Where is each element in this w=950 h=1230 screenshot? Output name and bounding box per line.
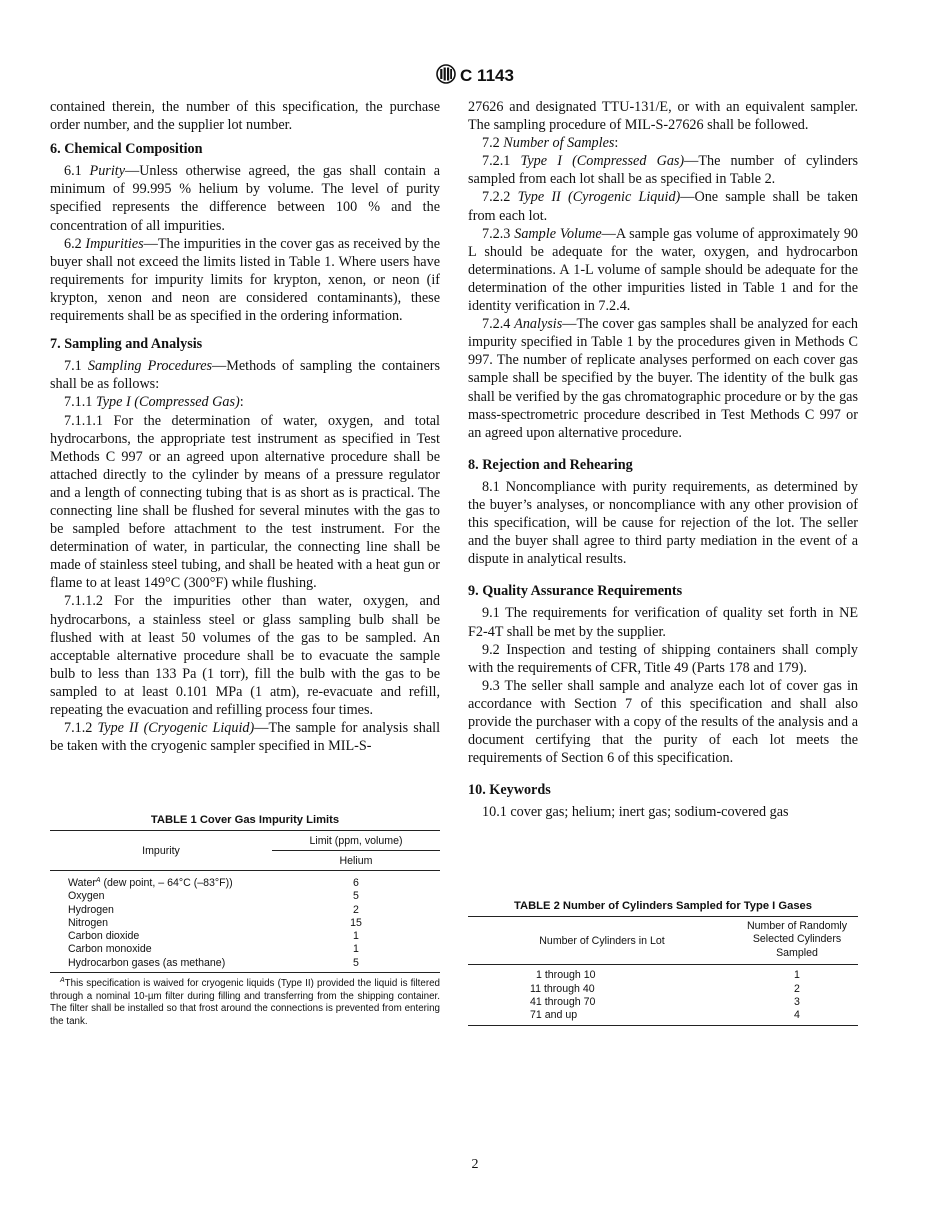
intro-paragraph: contained therein, the number of this specification, the purchase order number, and the supplier lot number. bbox=[50, 99, 440, 134]
para-number: 6.1 bbox=[64, 163, 82, 180]
left-column bbox=[50, 98, 440, 755]
table-cell-impurity: Hydrogen bbox=[68, 903, 114, 916]
table-1 bbox=[50, 814, 440, 1028]
table-1-header-impurity: Impurity bbox=[50, 831, 272, 871]
table-cell-lot: 71 and up bbox=[530, 1009, 578, 1022]
table-row bbox=[50, 943, 440, 956]
table-cell-impurity: Carbon monoxide bbox=[68, 943, 152, 956]
para-number: 7.2.2 bbox=[482, 189, 511, 206]
paragraph-7-2-2 bbox=[468, 188, 858, 224]
table-cell-count: 4 bbox=[794, 1009, 800, 1022]
paragraph-7-1-1-1: 7.1.1.1 For the determination of water, oxygen, and total hydrocarbons, the appropriate test instrument as specified in Test Methods C 997 or an agreed upon alternative procedure shall be attached directly to the cylinder by means of a pressure regulator and a length of connecting tubing that is as short as is practical. The connecting line shall be flushed for several minutes with the gas to be sampled before attachment to the test instrument. For the determination of water, in particular, the connecting line shall be made of stainless steel tubing, and shall be heated with a heat gun or flame to at least 149°C (300°F) while flushing. bbox=[50, 412, 440, 592]
paragraph-9-2: 9.2 Inspection and testing of shipping containers shall comply with the requirements of CFR, Title 49 (Parts 178 and 179). bbox=[468, 641, 858, 676]
para-text: —Unless otherwise agreed, the gas shall contain a minimum of 99.995 % helium by volume. The level of purity specified represents the difference between 100 % and the concentration of all impurities. bbox=[50, 163, 440, 234]
para-text: —One sample shall be taken from each lot. bbox=[468, 189, 859, 224]
para-text: —Methods of sampling the containers shall be as follows: bbox=[50, 358, 441, 393]
table-1-header-helium: Helium bbox=[272, 851, 440, 871]
table-cell-count: 2 bbox=[794, 982, 800, 995]
para-text: —The sample for analysis shall be taken with the cryogenic sampler specified in MIL-S- bbox=[50, 720, 441, 755]
para-title: Type I (Compressed Gas) bbox=[95, 394, 240, 411]
table-cell-value: 2 bbox=[353, 903, 359, 916]
right-column bbox=[468, 98, 858, 821]
table-cell-impurity: Oxygen bbox=[68, 890, 105, 903]
header-line: Sampled bbox=[776, 946, 818, 959]
para-number: 7.1 bbox=[64, 358, 82, 375]
table-cell-impurity: Carbon dioxide bbox=[68, 930, 140, 943]
table-2-header-sampled bbox=[736, 917, 858, 965]
para-number: 6.2 bbox=[64, 235, 82, 252]
paragraph-10-1: 10.1 cover gas; helium; inert gas; sodium-covered gas bbox=[482, 804, 789, 821]
para-text: —The cover gas samples shall be analyzed for each impurity specified in Table 1 by the procedures given in Methods C 997. The number of replicate analyses performed on each cover gas sample shall be specified by the buyer. The identity of the bulk gas shall be verified by the gas chromatographic procedure or by the gas mass-spectrometric procedure described in Test Methods C 997 or an agreed upon alternative procedure. bbox=[468, 316, 859, 441]
table-cell-value: 15 bbox=[350, 916, 362, 929]
table-cell-value: 1 bbox=[353, 943, 359, 956]
section-10-heading: 10. Keywords bbox=[468, 782, 551, 799]
continued-paragraph: 27626 and designated TTU-131/E, or with an equivalent sampler. The sampling procedure of MIL-S-27626 shall be followed. bbox=[468, 99, 858, 134]
para-title: Type II (Cyrogenic Liquid) bbox=[517, 189, 681, 206]
table-row bbox=[50, 871, 440, 891]
para-title: Sample Volume bbox=[514, 225, 602, 242]
section-9-heading: 9. Quality Assurance Requirements bbox=[468, 583, 683, 600]
table-cell-impurity bbox=[50, 871, 272, 891]
para-title: Type I (Compressed Gas) bbox=[520, 153, 685, 170]
table-row bbox=[50, 890, 440, 903]
paragraph-7-1-1-2: 7.1.1.2 For the impurities other than water, oxygen, and hydrocarbons, a stainless steel or glass sampling bulb shall be flushed with at least 50 volumes of the gas to be sampled. An acceptable alternative procedure shall be to evacuate the sample bulb to less than 133 Pa (1 torr), fill the bulb with the gas to be sampled to at least 0.101 MPa (1 atm), re-evacuate and refill, repeating the evacuation and refilling process four times. bbox=[50, 593, 440, 718]
paragraph-6-2 bbox=[50, 235, 440, 325]
para-title: Type II (Cryogenic Liquid) bbox=[97, 720, 255, 737]
para-text: : bbox=[614, 135, 619, 152]
table-cell-impurity: Hydrocarbon gases (as methane) bbox=[68, 956, 226, 969]
footnote-mark: A bbox=[95, 877, 101, 884]
table-cell-count: 1 bbox=[794, 969, 800, 982]
impurity-detail: (dew point, – 64°C (–83°F)) bbox=[100, 877, 233, 889]
table-row bbox=[50, 930, 440, 943]
table-cell-value: 5 bbox=[353, 956, 359, 969]
impurity-name: Water bbox=[68, 877, 96, 889]
table-row bbox=[468, 1009, 858, 1025]
para-text: —A sample gas volume of approximately 90 L should be adequate for the water, oxygen, and hydrocarbon determinations. A 1-L volume of sample should be adequate for the determination of the other impurities listed in Table 1 and for the identity verification in 7.2.4. bbox=[468, 225, 859, 315]
section-7-heading: 7. Sampling and Analysis bbox=[50, 336, 203, 353]
header-line: Number of Randomly bbox=[746, 920, 848, 932]
table-row bbox=[468, 965, 858, 983]
para-number: 7.1.2 bbox=[64, 720, 93, 737]
table-1-grid bbox=[50, 830, 440, 973]
para-title: Analysis bbox=[514, 316, 563, 333]
table-cell-count: 3 bbox=[794, 996, 800, 1009]
table-row bbox=[50, 904, 440, 917]
para-number: 7.2 bbox=[482, 135, 500, 152]
page-number: 2 bbox=[471, 1157, 479, 1172]
para-text: —The number of cylinders sampled from each lot shall be as specified in Table 2. bbox=[468, 153, 859, 188]
table-cell-value: 1 bbox=[353, 930, 359, 943]
footnote-text: This specification is waived for cryogenic liquids (Type II) provided the liquid is filtered through a nominal 10-µm filter during filling and transferring from the shipping container. The filter shall be installed so that frost around the connections is prevented from entering the tank. bbox=[50, 978, 440, 1027]
table-2-title: TABLE 2 Number of Cylinders Sampled for Type I Gases bbox=[514, 900, 812, 912]
footnote-mark: A bbox=[60, 977, 65, 985]
paragraph-7-1 bbox=[50, 357, 440, 393]
table-cell-value: 5 bbox=[353, 890, 359, 903]
document-id: C 1143 bbox=[460, 66, 514, 85]
section-6-heading: 6. Chemical Composition bbox=[50, 141, 203, 158]
header-line: Selected Cylinders bbox=[752, 933, 842, 946]
table-row bbox=[468, 983, 858, 996]
para-text: : bbox=[239, 394, 244, 411]
table-1-title: TABLE 1 Cover Gas Impurity Limits bbox=[150, 814, 340, 826]
para-title: Purity bbox=[89, 163, 125, 180]
table-2-header-lot: Number of Cylinders in Lot bbox=[468, 917, 736, 965]
para-number: 7.2.3 bbox=[482, 225, 511, 242]
astm-logo-icon bbox=[436, 64, 456, 89]
paragraph-7-1-1 bbox=[50, 393, 440, 411]
table-row bbox=[468, 996, 858, 1009]
table-1-footnote bbox=[50, 978, 440, 1028]
paragraph-7-1-2 bbox=[50, 719, 440, 755]
table-1-header-limit: Limit (ppm, volume) bbox=[272, 831, 440, 851]
section-8-heading: 8. Rejection and Rehearing bbox=[468, 456, 633, 473]
para-title: Number of Samples bbox=[503, 135, 615, 152]
paragraph-8-1: 8.1 Noncompliance with purity requirements, as determined by the buyer’s analyses, or noncompliance with any other provision of this specification, will be cause for rejection of the lot. The seller and the buyer shall agree to third party mediation in the event of a dispute in analytical results. bbox=[468, 478, 858, 568]
paragraph-9-3: 9.3 The seller shall sample and analyze each lot of cover gas in accordance with Section 7 of this specification and shall also provide the purchaser with a copy of the results of the analysis and a document certifying that the purity of each lot meets the requirements of Section 6 of this specification. bbox=[468, 677, 858, 767]
para-number: 7.1.1 bbox=[64, 394, 93, 411]
para-title: Impurities bbox=[85, 235, 144, 252]
paragraph-7-2-1 bbox=[468, 152, 858, 188]
para-text: —The impurities in the cover gas as received by the buyer shall not exceed the limits listed in Table 1. Where users have requirements for impurity limits for krypton, xenon, or neon (if krypton, xenon and neon are considered contaminants), these requirements shall be as specified in the ordering information. bbox=[50, 235, 441, 325]
para-number: 7.2.1 bbox=[482, 153, 511, 170]
paragraph-7-2 bbox=[468, 134, 858, 152]
table-cell-impurity: Nitrogen bbox=[68, 916, 109, 929]
table-cell-lot: 11 through 40 bbox=[530, 982, 595, 995]
table-row bbox=[50, 917, 440, 930]
page-header bbox=[0, 64, 950, 89]
para-title: Sampling Procedures bbox=[87, 358, 213, 375]
para-number: 7.2.4 bbox=[482, 316, 511, 333]
table-cell-lot: 1 through 10 bbox=[536, 969, 596, 982]
paragraph-7-2-3 bbox=[468, 225, 858, 315]
paragraph-6-1 bbox=[50, 162, 440, 234]
table-2-grid bbox=[468, 916, 858, 1026]
paragraph-9-1: 9.1 The requirements for verification of quality set forth in NE F2-4T shall be met by the supplier. bbox=[468, 605, 858, 640]
table-cell-lot: 41 through 70 bbox=[530, 996, 596, 1009]
paragraph-7-2-4 bbox=[468, 315, 858, 442]
table-2 bbox=[468, 900, 858, 1026]
table-row bbox=[50, 957, 440, 973]
table-cell-value: 6 bbox=[353, 877, 359, 889]
